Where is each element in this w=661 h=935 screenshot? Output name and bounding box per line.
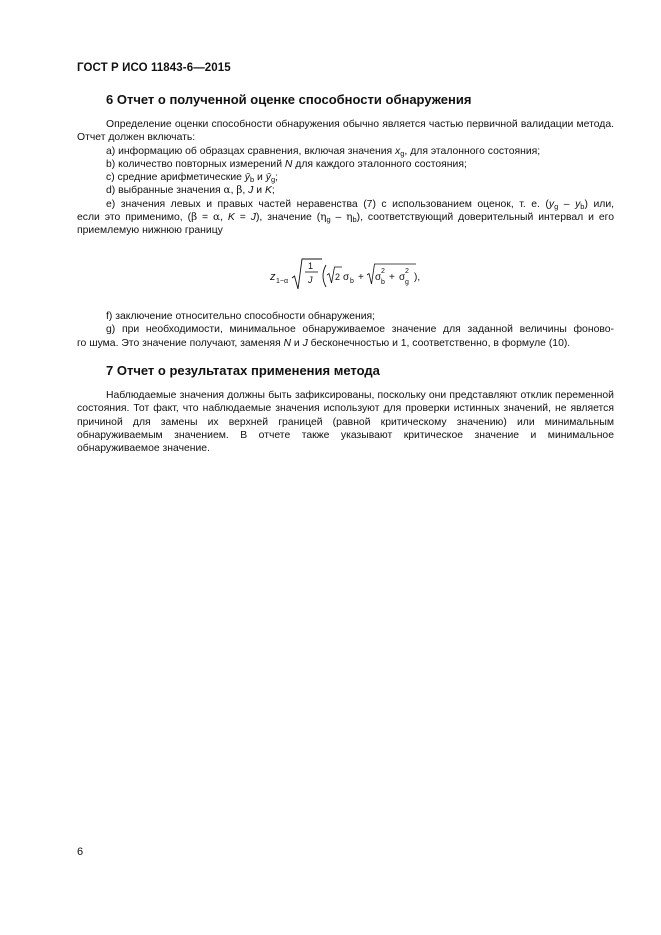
section-7-body xyxy=(77,389,614,455)
sigma-b-squared: σ xyxy=(375,272,382,283)
sigma-g-squared-sup: 2 xyxy=(405,268,409,275)
list-item-e-line2: если это применимо, (β = α, K = J), значение $(\eta_g - \eta_b)$, соответствующий доверительный интервал и его xyxy=(77,211,614,225)
sqrt-two: 2 xyxy=(335,272,341,282)
sigma-g-squared: σ xyxy=(399,272,406,283)
formula-lower-bound xyxy=(250,256,430,292)
list-item-g-line1: g) при необходимости, минимальное обнаруживаемое значение для заданной величины фоново- xyxy=(106,324,614,336)
sigma-b-squared-sub: b xyxy=(381,279,385,286)
sigma-b: σ xyxy=(343,272,350,283)
formula-tail: ), xyxy=(414,272,421,283)
formula-z: z xyxy=(270,271,276,283)
formula-graphic xyxy=(250,256,430,292)
list-item-f: f) заключение относительно способности обнаружения; xyxy=(106,311,376,322)
section-6-heading: 6 Отчет о полученной оценке способности обнаружения xyxy=(106,92,472,107)
outer-radical-sign xyxy=(292,259,322,289)
document-header: ГОСТ Р ИСО 11843-6—2015 xyxy=(77,62,231,74)
plus-sign-2: + xyxy=(389,272,395,283)
list-item-g-line2: го шума. Это значение получают, заменяя N и J бесконечностью и 1, соответственно, в формуле (10). xyxy=(77,337,571,349)
page-number: 6 xyxy=(77,846,84,858)
sigma-g-squared-sub: g xyxy=(405,279,409,286)
fraction-numerator: 1 xyxy=(308,261,314,271)
list-item-c: c) средние арифметические $ȳ_b$ и $ȳ_g$; xyxy=(106,172,279,185)
list-item-e-line1: e) значения левых и правых частей неравенства (7) с использованием оценок, т. е. $(y_g - y_b)$ или, xyxy=(106,198,615,211)
left-paren xyxy=(323,265,326,287)
fraction-denominator: J xyxy=(308,275,313,285)
formula-z-sub: 1−α xyxy=(276,278,289,285)
section-6-intro: Определение оценки способности обнаружения обычно является частью первичной валидации метода. Отчет должен включать: xyxy=(77,119,614,144)
list-item-d: d) выбранные значения α, β, J и K; xyxy=(106,184,275,197)
section-7-heading: 7 Отчет о результатах применения метода xyxy=(106,363,380,378)
sigma-b-squared-sup: 2 xyxy=(381,268,385,275)
list-item-b: b) количество повторных измерений N для каждого эталонного состояния; xyxy=(106,158,467,170)
list-item-e-line3: приемлемую нижнюю границу xyxy=(77,225,223,237)
sigma-b-sub: b xyxy=(350,278,354,285)
section-6-body xyxy=(77,118,614,238)
section-6-body-end xyxy=(77,310,614,350)
plus-sign-1: + xyxy=(358,272,364,283)
section-7-paragraph: Наблюдаемые значения должны быть зафиксированы, поскольку они представляют отклик переменной состояния. Тот факт, что наблюдаемые значения используют для проверки истинных значений, не является причиной для замены их верхней границей (равной критическому значению) или минимальным обнаруживаемым значением. В отчете также указывают критическое значение и минимальное обнаруживаемое значение. xyxy=(77,390,614,455)
list-item-a: a) информацию об образцах сравнения, включая значения $x_g$, для эталонного состояния; xyxy=(106,145,541,158)
